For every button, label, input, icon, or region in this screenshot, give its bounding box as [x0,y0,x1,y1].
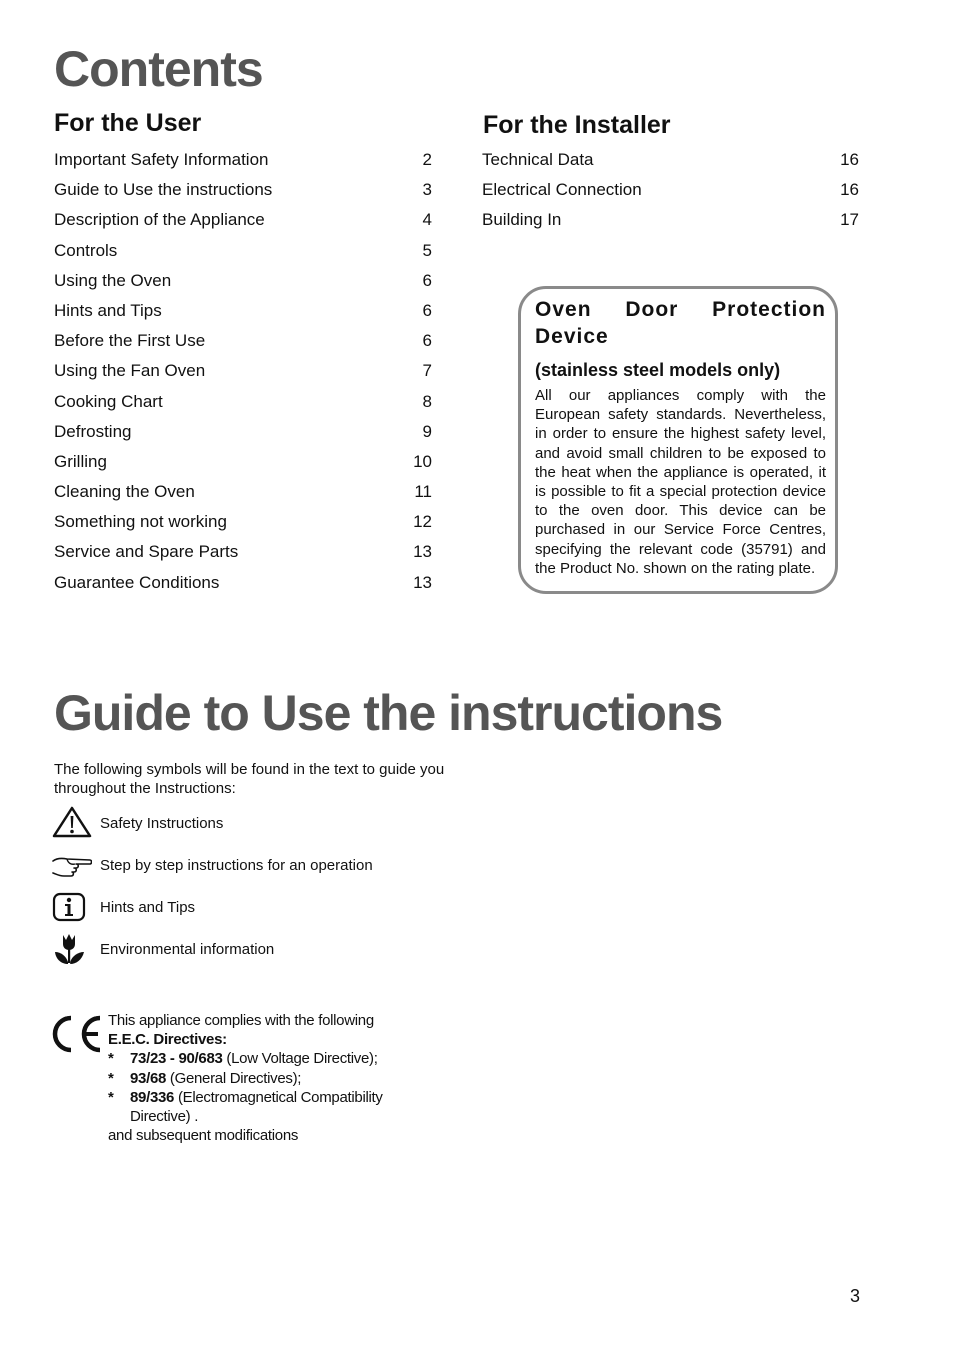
protection-box-body: All our appliances comply with the European safety standards. Nevertheless, in order to ensure the highest safety level, and avoid small children to be exposed to the heat when the appliance is operated, it is possible to fit a special protection device to the oven door. This device can be purchased in our Service Force Centres, specifying the relevant code (35791) and the Product No. shown on the rating plate. [535,387,826,577]
directive-code: 73/23 - 90/683 [130,1050,223,1068]
toc-entry-label: Electrical Connection [482,180,642,200]
toc-entry-page: 6 [422,300,432,320]
contents-title: Contents [54,41,263,97]
toc-entry-page: 16 [840,150,859,169]
toc-entry [54,241,432,271]
toc-entry-label: Cleaning the Oven [54,482,195,502]
toc-entry [54,361,432,391]
toc-entry-page: 7 [422,361,432,381]
pointing-hand-icon [52,847,92,883]
directive-desc: (General Directives); [166,1069,302,1087]
toc-entry-page: 13 [413,542,432,562]
toc-entry-page: 13 [413,572,432,592]
directive-item [108,1049,428,1068]
directive-code: 89/336 [130,1088,175,1106]
toc-entry [54,271,432,301]
toc-entry-label: Grilling [54,451,107,471]
toc-entry [54,452,432,482]
toc-entry [54,180,432,210]
toc-entry [54,422,432,452]
ce-line1: This appliance complies with the following [108,1012,374,1029]
toc-entry-label: Hints and Tips [54,300,162,320]
toc-entry-label: Controls [54,240,118,260]
ce-footer: and subsequent modifications [108,1127,299,1145]
ce-mark-icon [50,1014,104,1054]
toc-entry-label: Cooking Chart [54,391,163,411]
info-icon [52,889,92,925]
toc-entry-page: 3 [422,180,432,200]
toc-entry-page: 9 [422,421,432,441]
toc-entry-label: Service and Spare Parts [54,542,239,562]
toc-entry [482,150,859,180]
protection-box-title: Oven Door Protection Device [535,298,826,348]
directive-bullet: * [108,1069,114,1087]
toc-entry [54,573,432,603]
directive-bullet: * [108,1050,114,1068]
toc-entry [482,180,859,210]
flower-icon [52,931,92,967]
toc-entry [54,482,432,512]
installer-heading: For the Installer [483,111,671,139]
toc-entry [54,331,432,361]
toc-entry-page: 6 [422,331,432,351]
directive-desc: (Electromagnetical Compatibility Directive) . [130,1088,383,1126]
toc-entry-label: Description of the Appliance [54,210,265,230]
toc-entry [54,542,432,572]
toc-entry-page: 8 [422,391,432,411]
directive-item [108,1069,428,1088]
toc-entry-label: Technical Data [482,150,594,169]
directive-code: 93/68 [130,1069,167,1087]
toc-entry-page: 6 [422,270,432,290]
directive-item [108,1088,428,1126]
toc-entry [54,301,432,331]
toc-entry-label: Before the First Use [54,331,206,351]
toc-entry-page: 11 [414,482,432,502]
toc-entry-page: 12 [413,512,432,532]
installer-toc [482,150,859,241]
toc-entry-page: 4 [422,210,432,230]
symbol-environment-label: Environmental information [100,941,275,958]
ce-compliance [108,1011,428,1145]
toc-entry [54,210,432,240]
toc-entry [482,210,859,240]
toc-entry-label: Using the Fan Oven [54,361,206,381]
guide-intro: The following symbols will be found in the text to guide you throughout the Instructions: [54,761,445,797]
warning-triangle-icon [52,805,92,841]
toc-entry-label: Guide to Use the instructions [54,180,273,200]
toc-entry-label: Important Safety Information [54,150,269,169]
toc-entry-label: Using the Oven [54,270,172,290]
directive-desc: (Low Voltage Directive); [222,1050,378,1068]
page-number: 3 [850,1286,861,1306]
toc-entry-page: 2 [422,150,432,169]
toc-entry [54,150,432,180]
toc-entry-label: Building In [482,210,562,230]
toc-entry-label: Defrosting [54,421,132,441]
toc-entry-page: 17 [840,210,859,230]
user-toc [54,150,432,603]
toc-entry-label: Something not working [54,512,227,532]
symbol-safety-label: Safety Instructions [100,815,224,832]
toc-entry-label: Guarantee Conditions [54,572,220,592]
toc-entry-page: 5 [422,240,432,260]
user-heading: For the User [54,109,202,137]
symbol-hints-label: Hints and Tips [100,899,196,916]
symbol-steps-label: Step by step instructions for an operation [100,857,373,874]
protection-box-subtitle: (stainless steel models only) [535,360,781,380]
directive-bullet: * [108,1088,114,1106]
toc-entry [54,512,432,542]
toc-entry-page: 10 [413,451,432,471]
ce-line2: E.E.C. Directives: [108,1031,227,1049]
toc-entry [54,392,432,422]
guide-title: Guide to Use the instructions [54,685,723,741]
toc-entry-page: 16 [840,180,859,200]
